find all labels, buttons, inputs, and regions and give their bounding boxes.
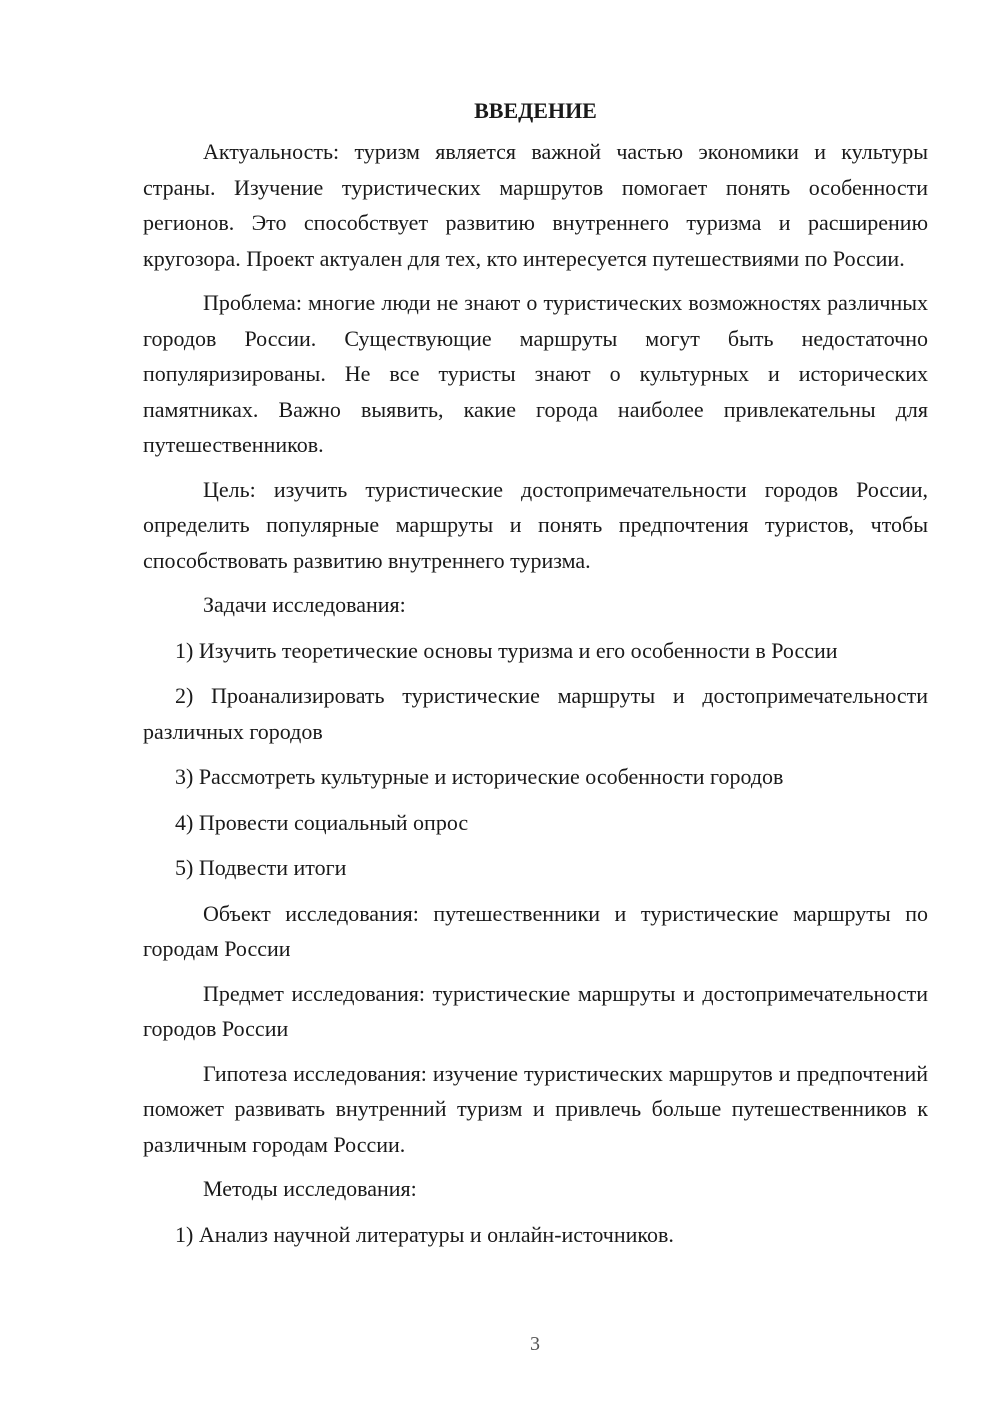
paragraph-hypothesis: Гипотеза исследования: изучение туристических маршрутов и предпочтений поможет развивать внутренний туризм и привлечь больше путешественников к различным городам России. (143, 1060, 928, 1157)
paragraph-problem: Проблема: многие люди не знают о туристических возможностях различных городов России. Существующие маршруты могут быть недостаточно популяризированы. Не все туристы знают о культурных и исторических памятниках. Важно выявить, какие города наиболее привлекательны для путешественников. (143, 290, 928, 457)
paragraph-subject: Предмет исследования: туристические маршруты и достопримечательности городов России (143, 980, 928, 1041)
list-item-task-3: 3) Рассмотреть культурные и исторические особенности городов (175, 764, 784, 789)
document-page (143, 96, 928, 1262)
tasks-title: Задачи исследования: (203, 592, 406, 617)
paragraph-goal: Цель: изучить туристические достопримечательности городов России, определить популярные маршруты и понять предпочтения туристов, чтобы способствовать развитию внутреннего туризма. (143, 476, 928, 573)
list-item-task-1: 1) Изучить теоретические основы туризма и его особенности в России (175, 637, 838, 663)
page-number: 3 (530, 1333, 540, 1355)
paragraph-object: Объект исследования: путешественники и туристические маршруты по городам России (143, 900, 928, 961)
methods-title: Методы исследования: (203, 1176, 417, 1201)
paragraph-relevance: Актуальность: туризм является важной частью экономики и культуры страны. Изучение туристических маршрутов помогает понять особенности регионов. Это способствует развитию внутреннего туризма и расширению кругозора. Проект актуален для тех, кто интересуется путешествиями по России. (143, 139, 928, 271)
list-item-task-5: 5) Подвести итоги (175, 855, 347, 880)
list-item-task-4: 4) Провести социальный опрос (175, 809, 469, 835)
list-item-task-2: 2) Проанализировать туристические маршруты и достопримечательности различных городов (143, 683, 928, 744)
page-title: ВВЕДЕНИЕ (474, 98, 597, 123)
list-item-method-1: 1) Анализ научной литературы и онлайн-источников. (175, 1221, 674, 1247)
